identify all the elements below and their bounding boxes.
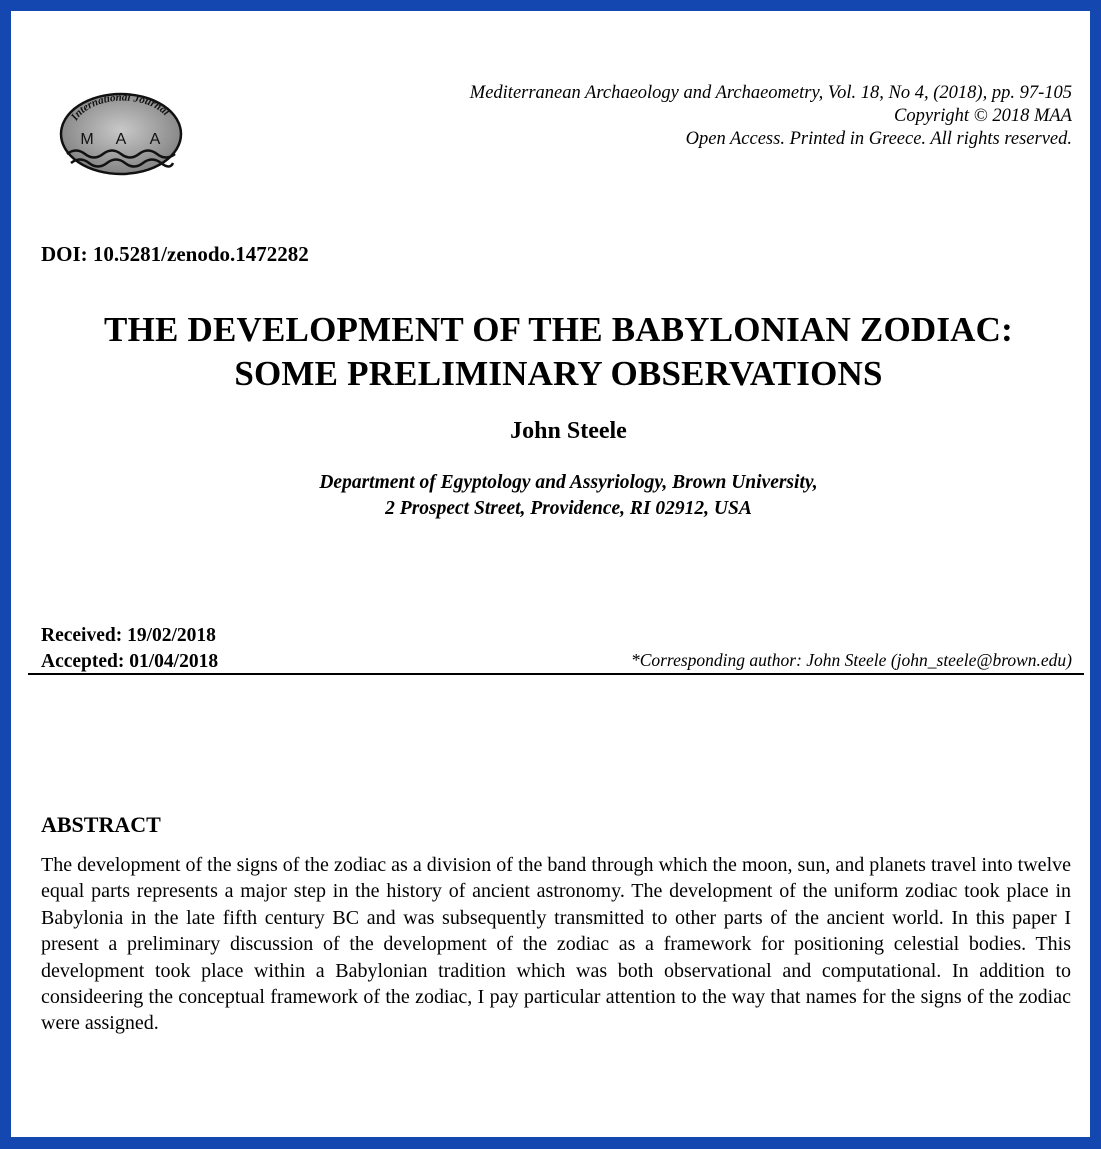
logo-arc-text: International Journal bbox=[68, 91, 172, 123]
maa-journal-logo bbox=[57, 84, 185, 180]
abstract-text: The development of the signs of the zodiac as a division of the band through which the moon, sun, and planets travel into twelve equal parts represents a major step in the history of ancient astronomy. The development of the uniform zodiac took place in Babylonia in the late fifth century BC and was subsequently transmitted to other parts of the ancient world. In this paper I present a preliminary discussion of the development of the zodiac as a framework for positioning celestial bodies. This development took place within a Babylonian tradition which was both observational and computational. In addition to consideering the conceptual framework of the zodiac, I pay particular attention to the way that names for the signs of the zodiac were assigned. bbox=[41, 854, 1071, 1035]
author-name: John Steele bbox=[510, 418, 627, 444]
title-line-1: THE DEVELOPMENT OF THE BABYLONIAN ZODIAC: bbox=[104, 310, 1013, 349]
affiliation-line-1: Department of Egyptology and Assyriology, Brown University, bbox=[319, 472, 818, 493]
doi-line: DOI: 10.5281/zenodo.1472282 bbox=[41, 242, 309, 266]
journal-citation-block bbox=[470, 82, 1072, 151]
paper-page bbox=[11, 11, 1090, 1137]
journal-citation: Mediterranean Archaeology and Archaeometry, Vol. 18, No 4, (2018), pp. 97-105 bbox=[469, 83, 1072, 103]
affiliation-line-2: 2 Prospect Street, Providence, RI 02912, USA bbox=[385, 497, 752, 519]
header-divider bbox=[28, 673, 1084, 675]
open-access-line: Open Access. Printed in Greece. All rights reserved. bbox=[685, 129, 1072, 149]
corresponding-author: *Corresponding author: John Steele (john_steele@brown.edu) bbox=[630, 650, 1072, 670]
logo-letter-a2: A bbox=[149, 131, 161, 148]
abstract-heading: ABSTRACT bbox=[41, 812, 161, 837]
accepted-date: Accepted: 01/04/2018 bbox=[41, 650, 219, 672]
affiliation bbox=[11, 470, 1101, 521]
copyright-line: Copyright © 2018 MAA bbox=[894, 106, 1072, 126]
logo-letter-m: M bbox=[80, 131, 94, 148]
submission-dates bbox=[41, 623, 218, 674]
received-date: Received: 19/02/2018 bbox=[41, 625, 216, 646]
paper-title bbox=[11, 308, 1101, 396]
title-line-2: SOME PRELIMINARY OBSERVATIONS bbox=[234, 354, 883, 393]
logo-letter-a1: A bbox=[115, 131, 127, 148]
